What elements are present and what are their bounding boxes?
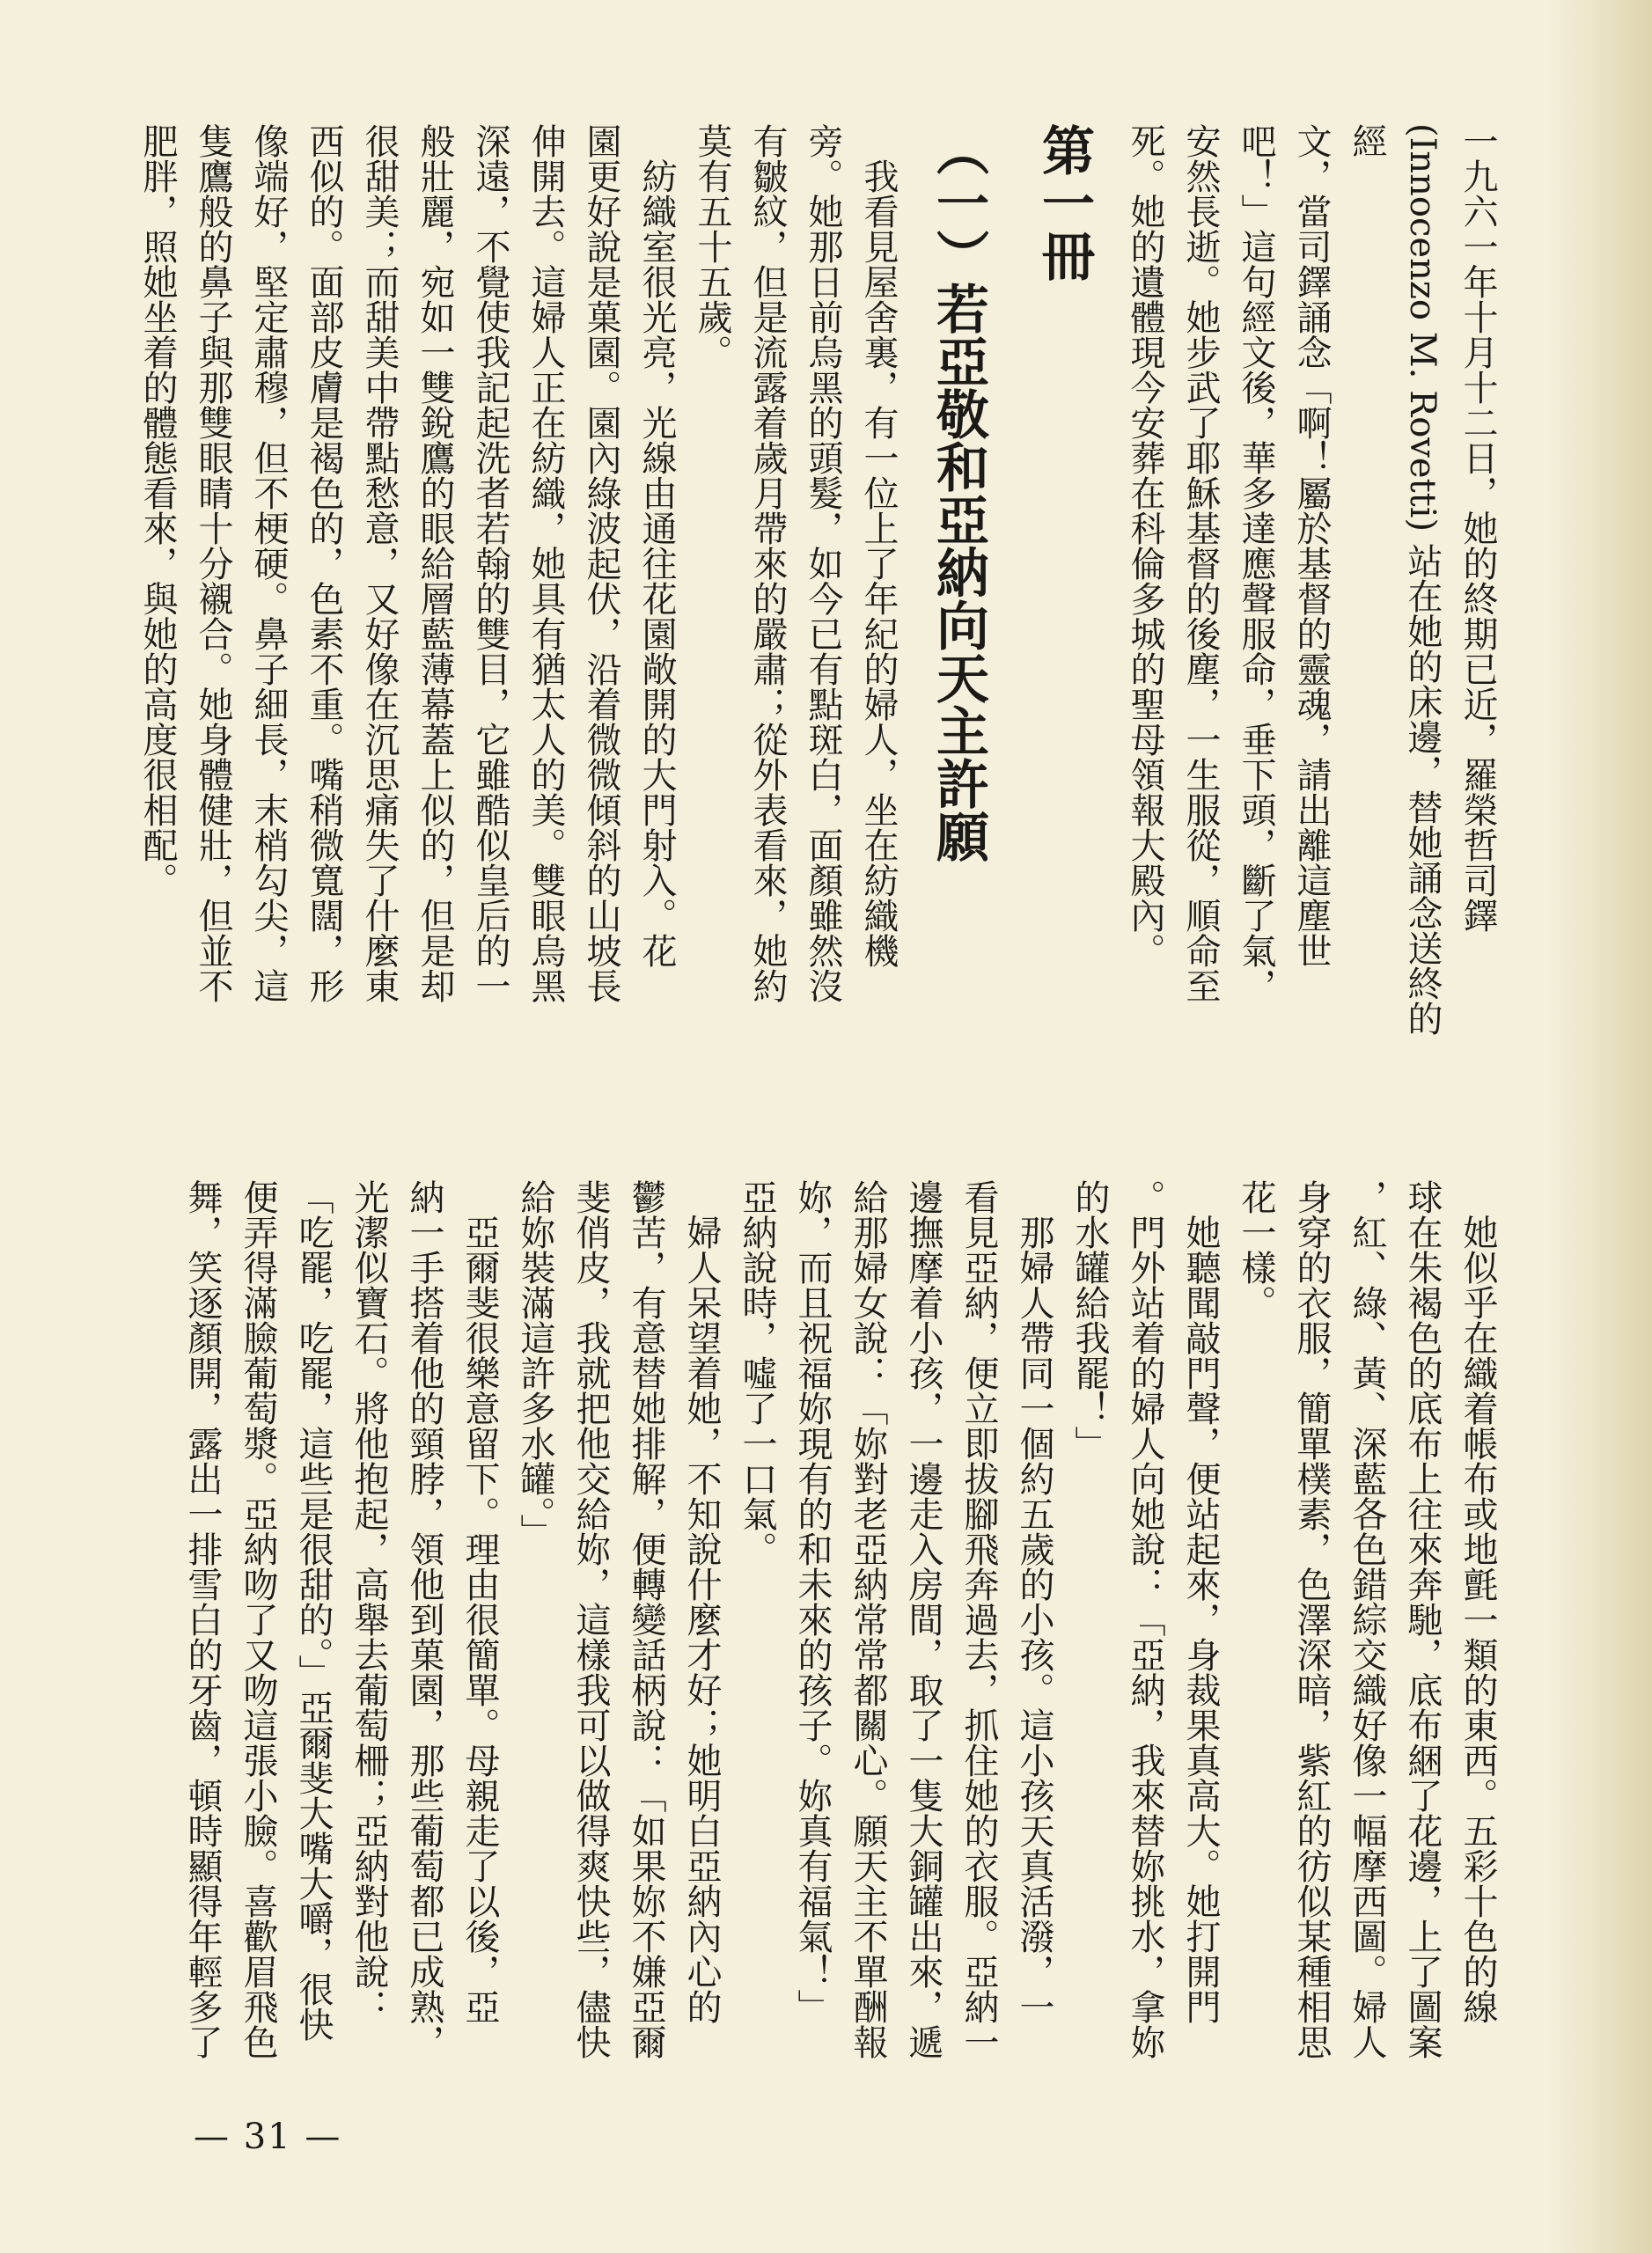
text-line: 舞，笑逐顏開，露出一排雪白的牙齒，頓時顯得年輕多了 [182,1179,223,2059]
text-line: 看見亞納，便立即拔腳飛奔過去，抓住她的衣服。亞納一 [958,1179,999,2059]
text-line: 紡織室很光亮，光線由通往花園敞開的大門射入。花 [636,158,677,968]
text-line: 園更好說是菓園。園內綠波起伏，沿着微微傾斜的山坡長 [581,123,621,1003]
text-line: 我看見屋舍裏，有一位上了年紀的婦人，坐在紡織機 [858,158,899,968]
text-line: 一九六一年十月十二日，她的終期已近，羅榮哲司鐸 [1457,123,1498,933]
text-line: 身穿的衣服，簡單樸素，色澤深暗，紫紅的彷似某種相思 [1291,1179,1332,2059]
section-heading: （一）若亞敬和亞納向天主許願 [928,123,989,862]
text-line: 死。她的遺體現今安葬在科倫多城的聖母領報大殿內。 [1125,123,1165,968]
text-line: 有皺紋，但是流露着歲月帶來的嚴肅；從外表看來，她約 [747,123,788,1003]
text-line: 光潔似寶石。將他抱起，高舉去葡萄柵；亞納對他說： [349,1179,389,2024]
bottom-text-block [182,1179,1505,2077]
text-line: 安然長逝。她步武了耶穌基督的後塵，一生服從，順命至 [1180,123,1221,1003]
text-line: 她聽聞敲門聲，便站起來，身裁果真高大。她打開門 [1180,1215,1221,2024]
text-line: 吧！」這句經文後，華多達應聲服命，垂下頭，斷了氣， [1236,123,1276,1003]
page-binding-shadow [1546,0,1652,2253]
text-line: 伸開去。這婦人正在紡織，她具有猶太人的美。雙眼烏黑 [525,123,566,1003]
top-text-block [137,123,1505,1047]
chapter-heading: 第一冊 [1033,123,1095,282]
text-line: 球在朱褐色的底布上往來奔馳，底布綑了花邊，上了圖案 [1402,1179,1443,2059]
text-line: 般壯麗，宛如一雙銳鷹的眼給層藍薄幕蓋上似的，但是却 [415,123,455,1003]
text-line: 妳，而且祝福妳現有的和未來的孩子。妳真有福氣！」 [792,1179,833,2024]
text-line: 旁。她那日前烏黑的頭髮，如今已有點斑白，面顏雖然沒 [803,123,843,1003]
text-line: 花一樣。 [1236,1179,1276,1320]
text-line: 給妳裝滿這許多水罐。」 [515,1179,555,1549]
text-line: 莫有五十五歲。 [692,123,732,370]
text-line: 給那婦女說：「妳對老亞納常常都關心。願天主不單酬報 [848,1179,888,2059]
text-line: 很甜美；而甜美中帶點愁意，又好像在沉思痛失了什麼東 [359,123,400,1003]
text-line: 她似乎在織着帳布或地氈一類的東西。五彩十色的線 [1457,1215,1498,2024]
text-line: 斐俏皮，我就把他交給妳，這樣我可以做得爽快些，儘快 [570,1179,611,2059]
text-line: 「吃罷，吃罷，這些是很甜的。」亞爾斐大嘴大嚼，很快 [293,1179,334,2042]
text-line: 婦人呆望着她，不知說什麼才好；她明白亞納內心的 [681,1215,722,2024]
text-line: 隻鷹般的鼻子與那雙眼睛十分襯合。她身體健壯，但並不 [193,123,233,1003]
text-line: 亞爾斐很樂意留下。理由很簡單。母親走了以後，亞 [459,1215,500,2024]
text-line: 鬱苦，有意替她排解，便轉變話柄說：「如果妳不嫌亞爾 [626,1179,666,2059]
text-line: 的水罐給我罷！」 [1069,1179,1110,1461]
text-line: 文，當司鐸誦念「啊！屬於基督的靈魂，請出離這塵世 [1291,123,1332,968]
text-line: (Innocenzo M. Rovetti) 站在她的床邊，替她誦念送終的經 [1347,123,1443,1036]
text-line: 西似的。面部皮膚是褐色的，色素不重。嘴稍微寬闊，形 [304,123,344,1003]
text-line: ，紅、綠、黃、深藍各色錯綜交織好像一幅摩西圖。婦人 [1347,1179,1387,2059]
text-line: 納一手搭着他的頸脖，領他到菓園，那些葡萄都已成熟， [404,1179,444,2059]
text-line: 亞納說時，噓了一口氣。 [737,1179,777,1567]
text-line: 邊撫摩着小孩，一邊走入房間，取了一隻大銅罐出來，遞 [903,1179,943,2059]
text-line: 便弄得滿臉葡萄漿。亞納吻了又吻這張小臉。喜歡眉飛色 [238,1179,278,2059]
text-line: 肥胖，照她坐着的體態看來，與她的高度很相配。 [137,123,178,898]
text-line: 深遠，不覺使我記起洗者若翰的雙目，它雖酷似皇后的一 [470,123,510,1003]
text-line: 像端好，堅定肅穆，但不梗硬。鼻子細長，末梢勾尖，這 [248,123,289,1003]
text-line: 那婦人帶同一個約五歲的小孩。這小孩天真活潑，一 [1014,1215,1054,2024]
text-line: 。門外站着的婦人向她說：「亞納，我來替妳挑水，拿妳 [1125,1179,1165,2059]
page-number: — 31 — [194,2117,342,2157]
